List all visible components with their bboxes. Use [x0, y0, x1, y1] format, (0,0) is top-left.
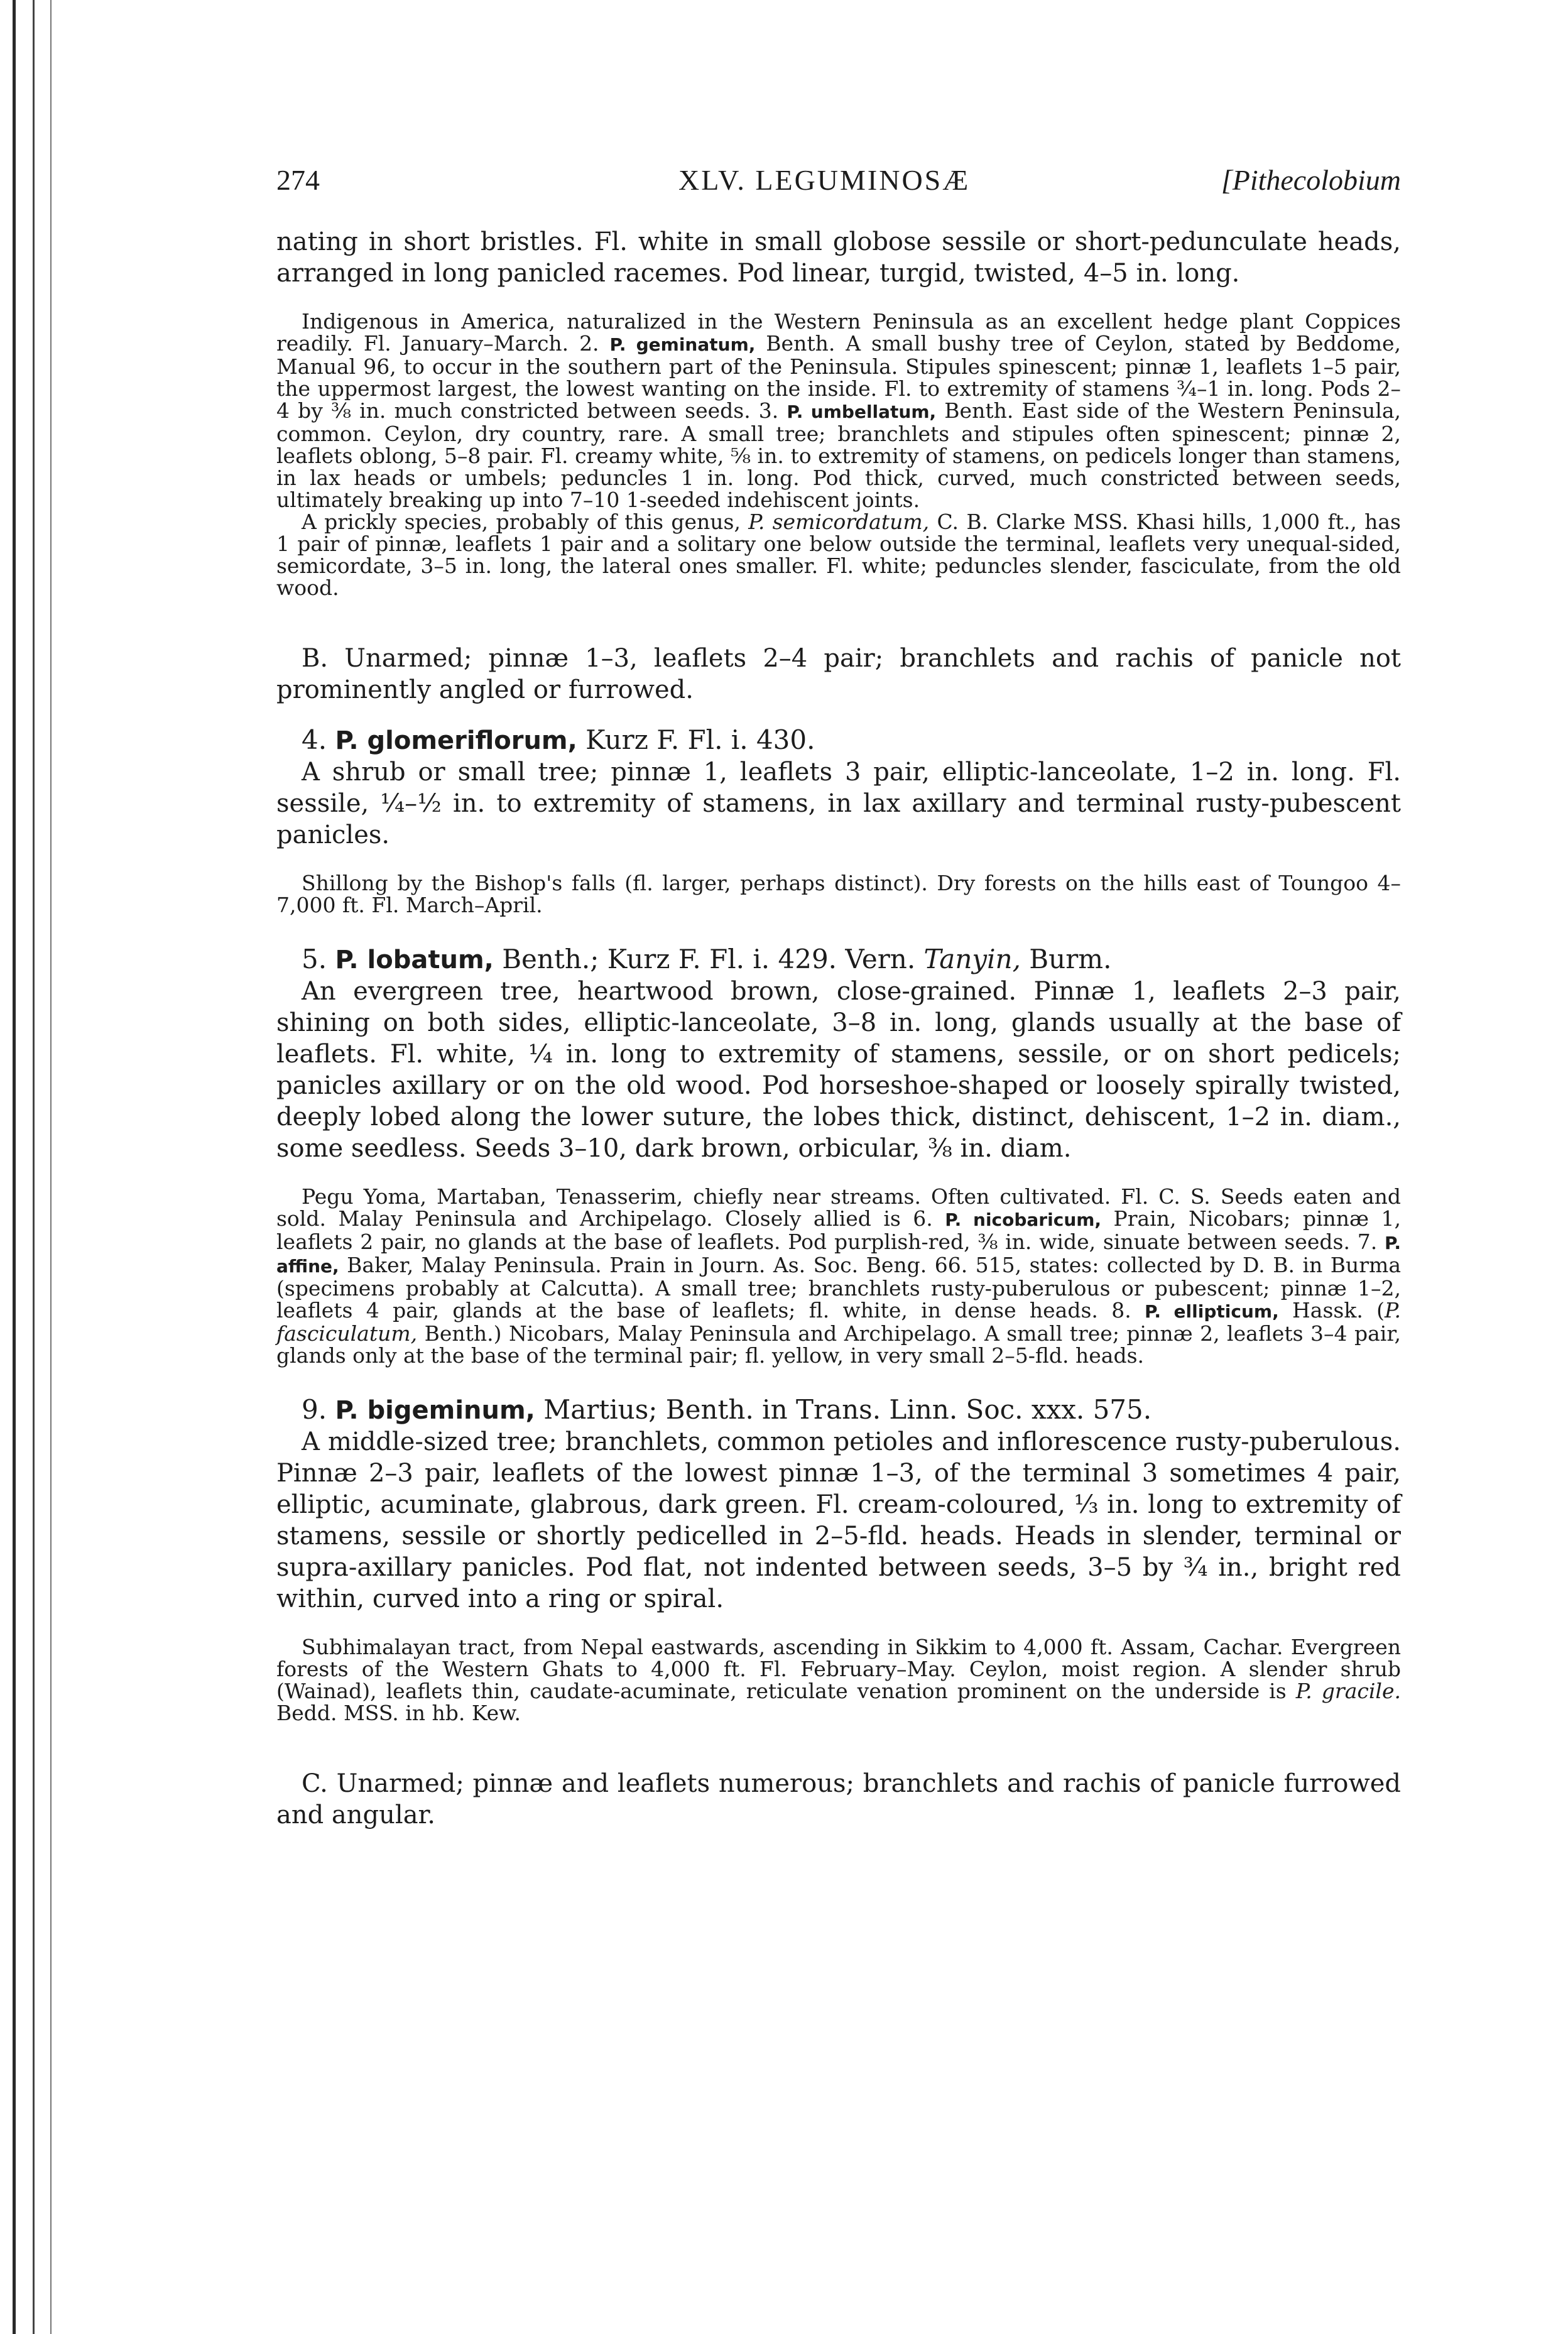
scan-edge-line — [13, 0, 16, 2334]
distribution-note: Shillong by the Bishop's falls (fl. larger, perhaps distinct). Dry forests on the hills east of Toungoo 4–7,000 ft. Fl. March–April. — [276, 871, 1401, 917]
species-description: An evergreen tree, heartwood brown, close-grained. Pinnæ 1, leaflets 2–3 pair, shining on both sides, elliptic-lanceolate, 3–8 in. long, glands usually at the base of leaflets. Fl. white, ¼ in. long to extremity of stamens, sessile, or on short pedicels; panicles axillary or on the old wood. Pod horseshoe-shaped or loosely spirally twisted, deeply lobed along the lower suture, the lobes thick, distinct, dehiscent, 1–2 in. diam., some seedless. Seeds 3–10, dark brown, orbicular, ⅜ in. diam. — [276, 977, 1401, 1163]
species-name: P. semicordatum, — [748, 510, 930, 534]
species-name: P. geminatum, — [609, 334, 756, 355]
species-heading: 9. P. bigeminum, Martius; Benth. in Trans. Linn. Soc. xxx. 575. — [302, 1394, 1152, 1425]
species-description: A middle-sized tree; branchlets, common petioles and inflorescence rusty-puberulous. Pinnæ 2–3 pair, leaflets of the lowest pinnæ 1–3, of the terminal 3 sometimes 4 pair, elliptic, acuminate, glabrous, dark green. Fl. cream-coloured, ⅓ in. long to extremity of stamens, sessile or shortly pedicelled in 2–5-fld. heads. Heads in slender, terminal or supra-axillary panicles. Pod flat, not indented between seeds, 3–5 by ¾ in., bright red within, curved into a ring or spiral. — [276, 1427, 1401, 1613]
species-name: P. bigeminum, — [335, 1396, 535, 1425]
running-genus: [Pithecolobium — [1221, 164, 1401, 196]
species-name: P. nicobaricum, — [945, 1209, 1102, 1230]
section-heading-c: C. Unarmed; pinnæ and leaflets numerous; branchlets and rachis of panicle furrowed and angular. — [276, 1769, 1401, 1830]
scan-edge-line — [33, 0, 35, 2334]
species-heading: 4. P. glomeriflorum, Kurz F. Fl. i. 430. — [302, 724, 815, 755]
distribution-note: Subhimalayan tract, from Nepal eastwards, ascending in Sikkim to 4,000 ft. Assam, Cachar. Evergreen forests of the Western Ghats to 4,000 ft. Fl. February–May. Ceylon, moist region. A slender shrub (Wainad), leaflets thin, caudate-acuminate, reticulate venation prominent on the underside is P. gracile. Bedd. MSS. in hb. Kew. — [276, 1635, 1401, 1725]
page-number: 274 — [276, 164, 320, 196]
scan-edge-line — [50, 0, 52, 2334]
species-name: P. affine, — [276, 1233, 1401, 1277]
running-header — [276, 151, 1401, 226]
continued-description: nating in short bristles. Fl. white in small globose sessile or short-pedunculate heads, arranged in long panicled racemes. Pod linear, turgid, twisted, 4–5 in. long. — [276, 227, 1401, 288]
species-description: A shrub or small tree; pinnæ 1, leaflets 3 pair, elliptic-lanceolate, 1–2 in. long. Fl. sessile, ¼–½ in. to extremity of stamens, in lax axillary and terminal rusty-pubescent panicles. — [276, 758, 1401, 849]
distribution-note: A prickly species, probably of this genus, P. semicordatum, C. B. Clarke MSS. Khasi hills, 1,000 ft., has 1 pair of pinnæ, leaflets 1 pair and a solitary one below outside the terminal, leaflets very unequal-sided, semicordate, 3–5 in. long, the lateral ones smaller. Fl. white; peduncles slender, fasciculate, from the old wood. — [276, 510, 1401, 600]
section-heading-b: B. Unarmed; pinnæ 1–3, leaflets 2–4 pair; branchlets and rachis of panicle not prominently angled or furrowed. — [276, 644, 1401, 704]
page — [276, 151, 1401, 1831]
species-heading: 5. P. lobatum, Benth.; Kurz F. Fl. i. 429. Vern. Tanyin, Burm. — [302, 944, 1112, 974]
species-name: P. gracile. — [1295, 1679, 1401, 1703]
chapter-title: XLV. LEGUMINOSÆ — [678, 164, 971, 196]
distribution-note: Pegu Yoma, Martaban, Tenasserim, chiefly near streams. Often cultivated. Fl. C. S. Seeds eaten and sold. Malay Peninsula and Archipelago. Closely allied is 6. P. nicobaricum, Prain, Nicobars; pinnæ 1, leaflets 2 pair, no glands at the base of leaflets. Pod purplish-red, ⅜ in. wide, sinuate between seeds. 7. P. affine, Baker, Malay Peninsula. Prain in Journ. As. Soc. Beng. 66. 515, states: collected by D. B. in Burma (specimens probably at Calcutta). A small tree; branchlets rusty-puberulous or pubescent; pinnæ 1–2, leaflets 4 pair, glands at the base of leaflets; fl. white, in dense heads. 8. P. ellipticum, Hassk. (P. fasciculatum, Benth.) Nicobars, Malay Peninsula and Archipelago. A small tree; pinnæ 2, leaflets 3–4 pair, glands only at the base of the terminal pair; fl. yellow, in very small 2–5-fld. heads. — [276, 1184, 1402, 1368]
species-name: P. umbellatum, — [787, 401, 937, 422]
distribution-note: Indigenous in America, naturalized in the Western Peninsula as an excellent hedge plant Coppices readily. Fl. January–March. 2. P. geminatum, Benth. A small bushy tree of Ceylon, stated by Beddome, Manual 96, to occur in the southern part of the Peninsula. Stipules spinescent; pinnæ 1, leaflets 1–5 pair, the uppermost largest, the lowest wanting on the inside. Fl. to extremity of stamens ¾–1 in. long. Pods 2–4 by ⅜ in. much constricted between seeds. 3. P. umbellatum, Benth. East side of the Western Peninsula, common. Ceylon, dry country, rare. A small tree; branchlets and stipules often spinescent; pinnæ 2, leaflets oblong, 5–8 pair. Fl. creamy white, ⅝ in. to extremity of stamens, on pedicels longer than stamens, in lax heads or umbels; peduncles 1 in. long. Pod thick, curved, much constricted between seeds, ultimately breaking up into 7–10 1-seeded indehiscent joints. — [276, 309, 1401, 512]
species-name: P. ellipticum, — [1144, 1301, 1279, 1322]
species-name: P. lobatum, — [335, 946, 494, 974]
species-name: P. glomeriflorum, — [335, 726, 577, 755]
